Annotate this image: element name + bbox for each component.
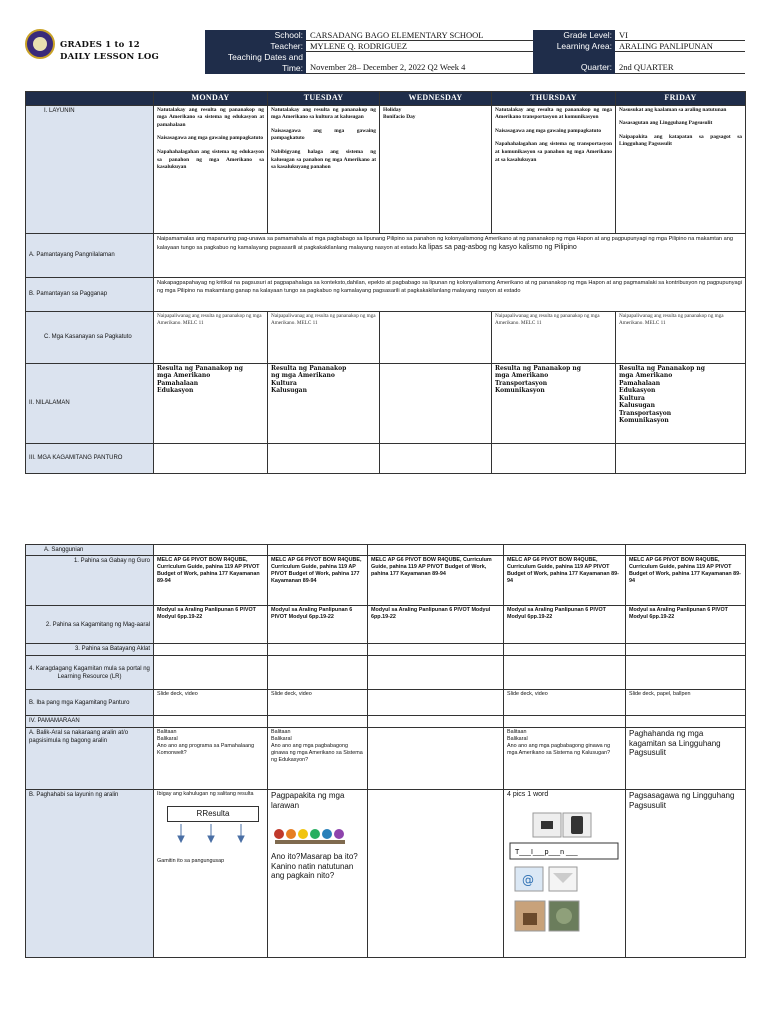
modyul-thursday: Modyul sa Araling Panlipunan 6 PIVOT Modyul 6pp.19-22: [504, 606, 626, 644]
nil-fri-3: Pamahalaan: [619, 379, 661, 387]
day-tuesday: TUESDAY: [268, 92, 380, 106]
lr-mon: [154, 656, 268, 690]
title-dll: DAILY LESSON LOG: [60, 52, 159, 62]
deped-seal-icon: [25, 29, 55, 59]
svg-text:@: @: [522, 873, 534, 888]
layunin-tue-3: Nabibigyang halaga ang sistema ng kalusugan sa panahon ng mga Amerikano at sa kasalukuyang panahon: [271, 149, 376, 171]
gabay-guro-label: 1. Pahina sa Gabay ng Guro: [26, 556, 154, 606]
lr-wed: [368, 656, 504, 690]
area-value: ARALING PANLIPUNAN: [615, 41, 745, 52]
layunin-fri-1: Nasusukat ang kaalaman sa araling natutunan: [619, 106, 727, 113]
batayang-aklat-label: 3. Pahina sa Batayang Aklat: [26, 644, 154, 656]
kagamitan-label: III. MGA KAGAMITANG PANTURO: [26, 443, 154, 473]
iba-thursday: Slide deck, video: [504, 690, 626, 716]
balik-wednesday: [368, 728, 504, 790]
gabay-monday: MELC AP G6 PIVOT BOW R4QUBE, Curriculum Guide, pahina 119 AP PIVOT Budget of Work, pahina 177 Kayamanan 89-94: [154, 556, 268, 606]
sanggunian-tue: [268, 545, 368, 556]
kasanayan-friday: Naipapaliwanag ang resulta ng pananakop ng mga Amerikano. MELC 11: [616, 311, 746, 363]
layunin-monday: [154, 105, 268, 233]
resulta-box: RResulta: [167, 806, 259, 822]
aklat-fri: [626, 644, 746, 656]
paghahabi-tuesday: [268, 790, 368, 958]
gabay-thursday: MELC AP G6 PIVOT BOW R4QUBE, Curriculum Guide, pahina 119 AP PIVOT Budget of Work, pahina 177 Kayamanan 89-94: [504, 556, 626, 606]
nilalaman-tuesday: [268, 363, 380, 443]
balik-tue-2: Balikaral: [271, 736, 292, 743]
layunin-tue-1: Natutalakay ang resulta ng pananakop ng mga Amerikano sa kultura at kalusugan: [271, 106, 376, 121]
nil-fri-1: Resulta ng Pananakop ng: [619, 364, 705, 372]
pam-fri: [626, 716, 746, 728]
sanggunian-label: A. Sanggunian: [26, 545, 154, 556]
pamantayan-pagganap-text: Nakapagpapahayag ng kritikal na pagsusuri at pagpapahalaga sa konteksto,dahilan, epekto at pagbabago sa lipunan ng kolonyalismong Amerikano at ng pananakop ng mga Hapon at ang pagmamalaki sa kontribusyon ng pagpupunyagi ng mga Pilipino na makamtang ganap na kalayaan tungo sa pagkabuo ng kamalayang pagsasarili at pagkakakilanlang malayang nasyon at estado: [154, 277, 746, 311]
title-grades: GRADES 1 to 12: [60, 40, 140, 50]
lr-tue: [268, 656, 368, 690]
day-thursday: THURSDAY: [492, 92, 616, 106]
gabay-tuesday: MELC AP G6 PIVOT BOW R4QUBE, Curriculum Guide, pahina 119 AP PIVOT Budget of Work, pahina 177 Kayamanan 89-94: [268, 556, 368, 606]
layunin-tuesday: [268, 105, 380, 233]
kagamitan-tuesday: [268, 443, 380, 473]
nilalaman-monday: [154, 363, 268, 443]
sanggunian-mon: [154, 545, 268, 556]
nil-fri-2: mga Amerikano: [619, 372, 673, 380]
layunin-thu-1: Natutalakay ang resulta ng pananakop ng mga Amerikano transportasyon at komunikasyon: [495, 106, 612, 121]
nil-thu-2: mga Amerikano: [495, 372, 549, 380]
nil-tue-4: Kalusugan: [271, 387, 307, 395]
modyul-monday: Modyul sa Araling Panlipunan 6 PIVOT Modyul 6pp.19-22: [154, 606, 268, 644]
balik-tue-3: Ano ano ang mga pagbabagong ginawa ng mga Amerikano sa Sistema ng Edukasyon?: [271, 743, 363, 764]
kagamitan-thursday: [492, 443, 616, 473]
quarter-label: Quarter:: [533, 52, 615, 74]
balik-mon-1: Balitaan: [157, 729, 177, 736]
kagamitan-wednesday: [380, 443, 492, 473]
nilalaman-friday: [616, 363, 746, 443]
layunin-tue-2: Naisasagawa ang mga gawaing pampagkatuto: [271, 127, 376, 142]
iba-friday: Slide deck, papel, ballpen: [626, 690, 746, 716]
balik-monday: [154, 728, 268, 790]
nil-thu-3: Transportasyon: [495, 379, 548, 387]
nil-mon-1: Resulta ng Pananakop ng: [157, 364, 243, 372]
modyul-wednesday: Modyul sa Araling Panlipunan 6 PIVOT Modyul 6pp.19-22: [368, 606, 504, 644]
lesson-log-table-bottom: [25, 544, 746, 958]
balik-thu-3: Ano ano ang mga pagbabagong ginawa ng mga Amerikano sa Sistema ng Kalusugan?: [507, 743, 611, 757]
paghahabi-label: B. Paghahabi sa layunin ng aralin: [26, 790, 154, 958]
pamantayang-pangnilalaman-text: [154, 233, 746, 277]
nil-mon-3: Pamahalaan: [157, 379, 199, 387]
day-monday: MONDAY: [154, 92, 268, 106]
balik-aral-label: A. Balik-Aral sa nakaraang aralin at/o pagsisimula ng bagong aralin: [26, 728, 154, 790]
nil-fri-5: Kultura: [619, 394, 645, 402]
teacher-value: MYLENE Q. RODRIGUEZ: [306, 41, 533, 52]
balik-thu-1: Balitaan: [507, 729, 527, 736]
header-empty: [26, 92, 154, 106]
nil-mon-2: mga Amerikano: [157, 372, 211, 380]
dates-label-line2: Time:: [282, 63, 303, 73]
layunin-mon-2: Naisasagawa ang mga gawaing pampagkatuto: [157, 135, 264, 142]
pangnilalaman-body: Naipamamalas ang mapanuring pag-unawa sa pamamahala at mga pagbabago sa lipunang Pilipino sa panahon ng kolonyalismong Amerikano at ng pananakop ng mga Hapon at ang pagpupunyagi ng mga Pilipino na makamtan ang kalayaan tungo sa pagkabuo ng kamalayang pagsasarili at pagkakakilanlang malayang nasyon at estado.: [157, 235, 733, 252]
pam-tue: [268, 716, 368, 728]
pangnilalaman-body-tail: ka lipas sa pag-asbog ng kasyo kalismo ng Pilipino: [418, 244, 577, 252]
lr-fri: [626, 656, 746, 690]
layunin-thu-3: Napahahalagahan ang sistema ng transportasyon at komunikasyon sa panahon ng mga Amerikano at sa kasalukuyan: [495, 141, 612, 163]
layunin-fri-2: Nasasagutan ang Lingguhang Pagsusulit: [619, 120, 713, 127]
holiday-text: Holiday: [383, 106, 402, 113]
nil-tue-1: Resulta ng Pananakop: [271, 364, 347, 372]
nil-tue-2: ng mga Amerikano: [271, 372, 335, 380]
lr-portal-label: 4. Karagdagang Kagamitan mula sa portal ng Learning Resource (LR): [26, 656, 154, 690]
nil-tue-3: Kultura: [271, 379, 297, 387]
aklat-tue: [268, 644, 368, 656]
iba-wednesday: [368, 690, 504, 716]
lr-thu: [504, 656, 626, 690]
modyul-friday: Modyul sa Araling Panlipunan 6 PIVOT Modyul 6pp.19-22: [626, 606, 746, 644]
layunin-mon-1: Natutalakay ang resulta ng pananakop ng mga Amerikano sa sistema ng edukasyon at pamahalaan: [157, 106, 264, 128]
aklat-mon: [154, 644, 268, 656]
grade-label: Grade Level:: [533, 30, 615, 41]
balik-tue-1: Balitaan: [271, 729, 291, 736]
balik-mon-2: Balikaral: [157, 736, 178, 743]
nil-fri-6: Kalusugan: [619, 402, 655, 410]
layunin-wednesday: [380, 105, 492, 233]
quarter-value: 2nd QUARTER: [615, 52, 745, 74]
kasanayan-label: C. Mga Kasanayan sa Pagkatuto: [26, 311, 154, 363]
modyul-tuesday: Modyul sa Araling Panlipunan 6 PIVOT Modyul 6pp.19-22: [268, 606, 368, 644]
bonifacio-day-text: Bonifacio Day: [383, 114, 416, 121]
balik-mon-3: Ano ano ang programa sa Pamahalaang Komonwelt?: [157, 743, 255, 757]
layunin-label: I. LAYUNIN: [26, 105, 154, 233]
grade-value: VI: [615, 30, 745, 41]
layunin-thursday: [492, 105, 616, 233]
dates-label: [205, 52, 306, 74]
kasanayan-monday: Naipapaliwanag ang resulta ng pananakop ng mga Amerikano. MELC 11: [154, 311, 268, 363]
puzzle-blank-text: T___I___p___n ___: [515, 849, 578, 857]
dates-label-line1: Teaching Dates and: [227, 52, 303, 62]
pam-mon: [154, 716, 268, 728]
teacher-label: Teacher:: [205, 41, 306, 52]
pamantayang-pangnilalaman-label: A. Pamantayang Pangnilalaman: [26, 233, 154, 277]
pam-thu: [504, 716, 626, 728]
kahulugan-text: Ibigay ang kahulugan ng salitang resulta: [157, 791, 254, 798]
day-wednesday: WEDNESDAY: [380, 92, 492, 106]
gabay-wednesday: MELC AP G6 PIVOT BOW R4QUBE, Curriculum Guide, pahina 119 AP PIVOT Budget of Work, pahina 177 Kayamanan 89-94: [368, 556, 504, 606]
layunin-mon-3: Napahahalagahan ang sistema ng edukasyon sa panahon ng mga Amerikano sa kasalukuyan: [157, 149, 264, 171]
layunin-friday: [616, 105, 746, 233]
kagamitan-monday: [154, 443, 268, 473]
balik-tuesday: [268, 728, 368, 790]
nilalaman-label: II. NILALAMAN: [26, 363, 154, 443]
gabay-friday: MELC AP G6 PIVOT BOW R4QUBE, Curriculum Guide, pahina 119 AP PIVOT Budget of Work, pahina 177 Kayamanan 89-94: [626, 556, 746, 606]
iba-pang-kagamitan-label: B. Iba pang mga Kagamitang Panturo: [26, 690, 154, 716]
four-pics-puzzle: [507, 801, 623, 941]
day-friday: FRIDAY: [616, 92, 746, 106]
sanggunian-wed: [368, 545, 504, 556]
balik-friday: Paghahanda ng mga kagamitan sa Lingguhang Pagsusulit: [626, 728, 746, 790]
kasanayan-tuesday: Naipapaliwanag ang resulta ng pananakop ng mga Amerikano. MELC 11: [268, 311, 380, 363]
four-pics-title: 4 pics 1 word: [507, 791, 549, 799]
pamamaraan-label: IV. PAMAMARAAN: [26, 716, 154, 728]
paghahabi-monday: [154, 790, 268, 958]
dates-value: November 28– December 2, 2022 Q2 Week 4: [306, 52, 533, 74]
aklat-thu: [504, 644, 626, 656]
kasanayan-thursday: Naipapaliwanag ang resulta ng pananakop ng mga Amerikano. MELC 11: [492, 311, 616, 363]
layunin-thu-2: Naisasagawa ang mga gawaing pampagkatuto: [495, 127, 602, 134]
kasanayan-wednesday: [380, 311, 492, 363]
lesson-log-table-top: [25, 91, 746, 474]
balik-thursday: [504, 728, 626, 790]
nil-thu-1: Resulta ng Pananakop ng: [495, 364, 581, 372]
nil-fri-7: Transportasyon: [619, 409, 672, 417]
balik-thu-2: Balikaral: [507, 736, 528, 743]
school-label: School:: [205, 30, 306, 41]
pagpapakita-text: Pagpapakita ng mga larawan: [271, 791, 345, 810]
school-value: CARSADANG BAGO ELEMENTARY SCHOOL: [306, 30, 533, 41]
iba-tuesday: Slide deck, video: [268, 690, 368, 716]
nil-thu-4: Komunikasyon: [495, 387, 545, 395]
iba-monday: Slide deck, video: [154, 690, 268, 716]
paghahabi-wednesday: [368, 790, 504, 958]
area-label: Learning Area:: [533, 41, 615, 52]
nil-fri-4: Edukasyon: [619, 387, 656, 395]
food-pictures-icon: [271, 824, 351, 846]
aklat-wed: [368, 644, 504, 656]
kagamitang-magaaral-label: 2. Pahina sa Kagamitang ng Mag-aaral: [26, 606, 154, 644]
paghahabi-friday: Pagsasagawa ng Lingguhang Pagsusulit: [626, 790, 746, 958]
nilalaman-wednesday: [380, 363, 492, 443]
gamitin-text: Gamitin ito sa pangungusap: [157, 858, 225, 865]
nil-mon-4: Edukasyon: [157, 387, 194, 395]
arrows-icon: [161, 822, 261, 844]
nil-fri-8: Komunikasyon: [619, 417, 669, 425]
ano-ito-text: Ano ito?Masarap ba ito?Kanino natin natutunan ang pagkain nito?: [271, 852, 358, 881]
sanggunian-fri: [626, 545, 746, 556]
paghahabi-thursday: [504, 790, 626, 958]
pamantayan-pagganap-label: B. Pamantayan sa Pagganap: [26, 277, 154, 311]
nilalaman-thursday: [492, 363, 616, 443]
pam-wed: [368, 716, 504, 728]
layunin-fri-3: Naipapakita ang katapatan sa pagsagot sa Lingguhang Pagsusulit: [619, 133, 742, 148]
kagamitan-friday: [616, 443, 746, 473]
sanggunian-thu: [504, 545, 626, 556]
